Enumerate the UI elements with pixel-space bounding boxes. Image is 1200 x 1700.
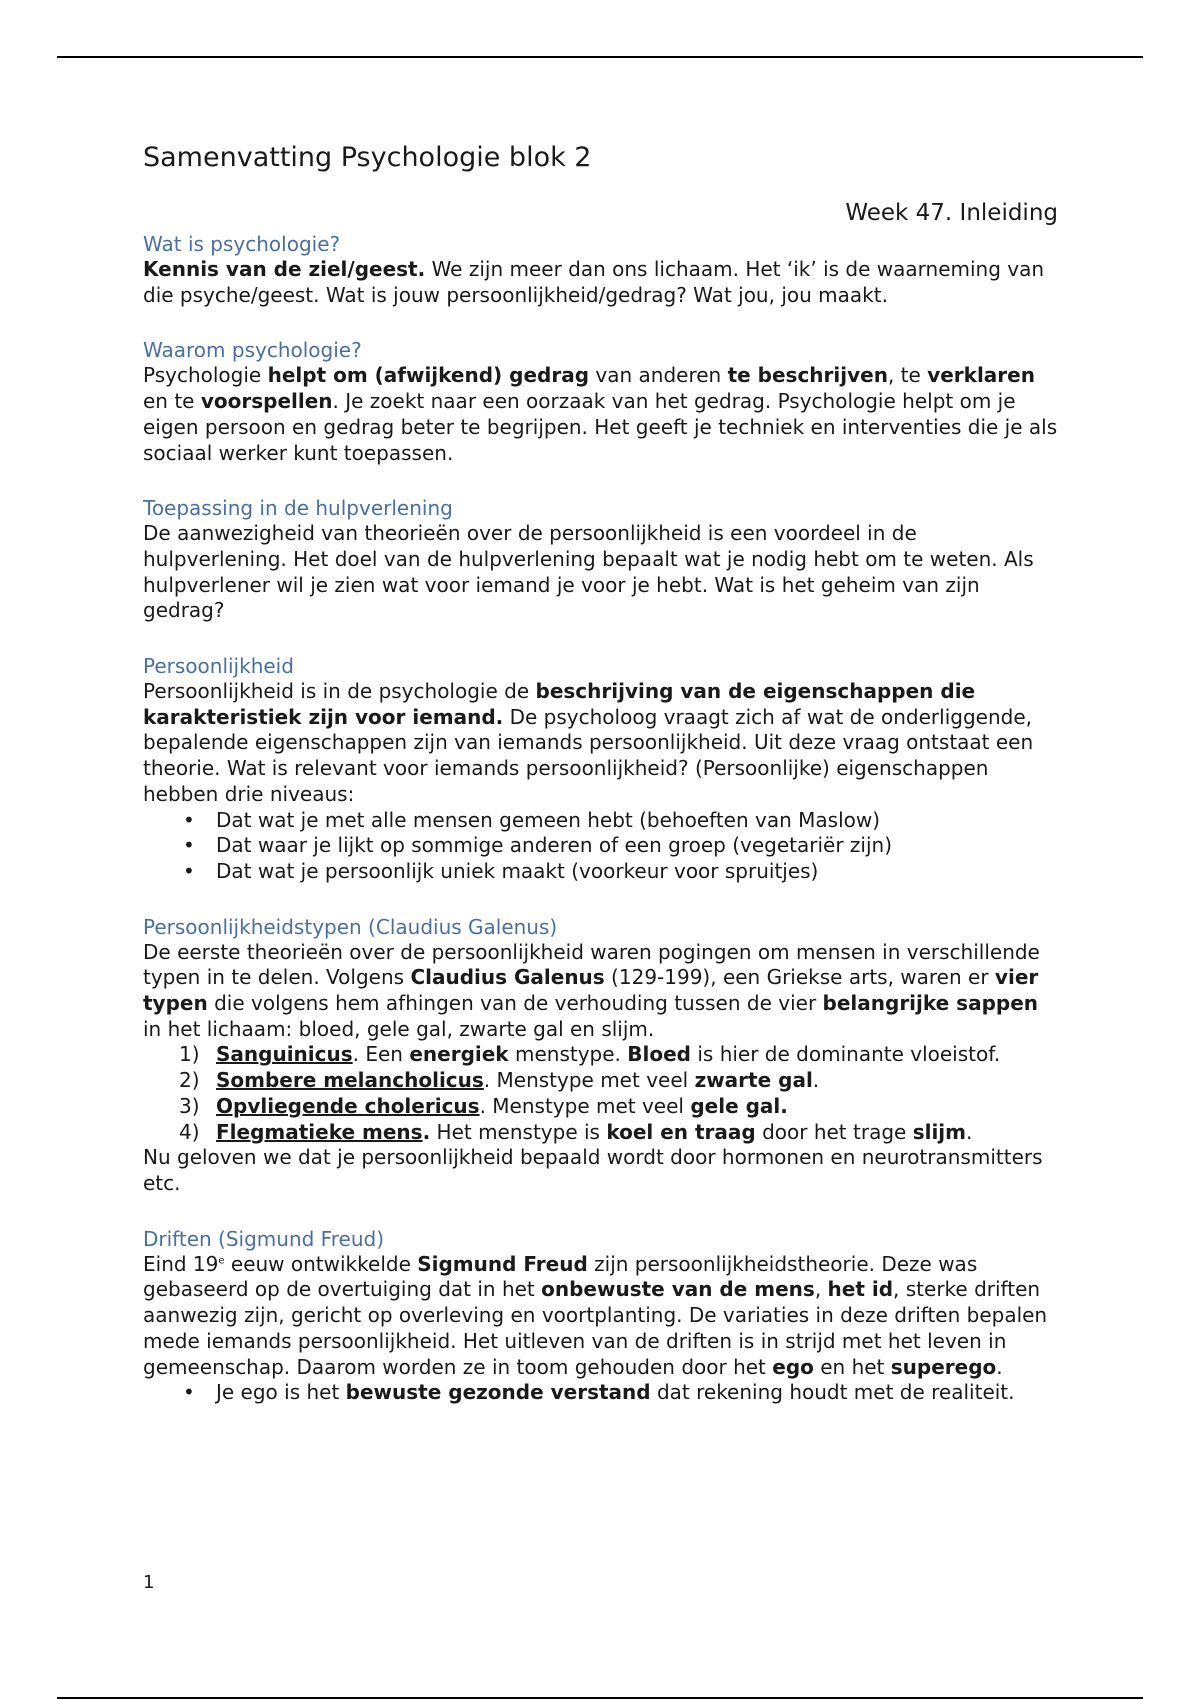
text-run: Het menstype is — [430, 1119, 607, 1144]
text-run: menstype. — [508, 1042, 628, 1067]
bold-term: superego — [890, 1354, 997, 1379]
text-run: en het — [813, 1354, 891, 1379]
list-item-text — [216, 1042, 1000, 1066]
text-run: We zijn meer dan ons lichaam. Het ‘ik’ is de waarneming van die psyche/geest. Wat is jouw persoonlijkheid/gedrag? Wat jou, jou maakt. — [143, 257, 1045, 307]
text-run: . Menstype met veel — [483, 1068, 695, 1093]
bold-term: ego — [772, 1354, 814, 1379]
underlined-term: Flegmatieke mens — [216, 1119, 423, 1144]
bullet-list — [143, 1380, 1058, 1406]
text-run: dat rekening houdt met de realiteit. — [650, 1380, 1015, 1405]
text-run: . Menstype met veel — [479, 1093, 691, 1118]
text-run: , sterke driften aanwezig zijn, gericht op overleving en voortplanting. De variaties in deze driften bepalen mede iemands persoonlijkheid. Het uitleven van de driften is in strijd met het leven in gemeenschap. Daarom worden ze in toom gehouden door het — [143, 1277, 1048, 1379]
bold-term: beschrijving van de eigenschappen die karakteristiek zijn voor iemand. — [143, 679, 976, 729]
list-item — [179, 1042, 1058, 1068]
bold-term: Sigmund Freud — [417, 1251, 588, 1276]
bold-term: zwarte gal — [694, 1068, 813, 1093]
list-number: 2) — [179, 1068, 200, 1093]
section-toepassing-hulpverlening — [143, 496, 1058, 624]
list-number: 3) — [179, 1093, 200, 1118]
section-persoonlijkheidstypen — [143, 915, 1058, 1197]
text-run: . Een — [352, 1042, 410, 1067]
section-heading: Wat is psychologie? — [143, 232, 341, 256]
paragraph — [143, 521, 1058, 624]
bold-term: het id — [827, 1277, 894, 1302]
list-item-text — [216, 1068, 819, 1092]
list-item: • Dat wat je persoonlijk uniek maakt (voorkeur voor spruitjes) — [216, 859, 1058, 885]
underlined-term: Sombere melancholicus — [216, 1068, 484, 1093]
section-heading: Waarom psychologie? — [143, 338, 362, 363]
text-run: . Je zoekt naar een oorzaak van het gedrag. Psychologie helpt om je eigen persoon en gedrag beter te begrijpen. Het geeft je techniek en interventies die je als sociaal werker kunt toepassen. — [143, 389, 1058, 465]
text-run: en te — [143, 389, 201, 414]
list-item-text — [216, 1120, 972, 1144]
text-run: in het lichaam: bloed, gele gal, zwarte gal en slijm. — [143, 1016, 655, 1041]
paragraph — [143, 679, 1058, 808]
underlined-term: Opvliegende cholericus — [216, 1093, 480, 1118]
text-run: door het trage — [755, 1119, 913, 1144]
text-run: . — [966, 1119, 973, 1144]
paragraph — [143, 1252, 1058, 1381]
paragraph — [143, 363, 1058, 466]
underlined-term: Sanguinicus — [216, 1042, 353, 1067]
bold-term: onbewuste van de mens — [541, 1277, 815, 1302]
paragraph — [143, 257, 1058, 308]
text-run: Eind 19 — [143, 1251, 219, 1276]
text-run: van anderen — [589, 363, 728, 388]
section-heading: Driften (Sigmund Freud) — [143, 1226, 384, 1251]
bold-term: gele gal. — [690, 1093, 788, 1118]
text-run: . — [812, 1068, 820, 1093]
bold-term: slijm — [912, 1119, 966, 1144]
document-body — [143, 232, 1058, 1436]
bold-term: Kennis van de ziel/geest. — [143, 257, 426, 281]
section-heading: Persoonlijkheidstypen (Claudius Galenus) — [143, 914, 558, 939]
text-run: , — [814, 1277, 828, 1302]
bold-term: helpt om (afwijkend) gedrag — [267, 363, 590, 388]
footer-rule — [57, 1697, 1143, 1699]
list-item — [179, 1093, 1058, 1120]
list-number: 1) — [179, 1042, 200, 1067]
text-run: . — [996, 1354, 1003, 1379]
bold-term: te beschrijven — [727, 363, 888, 388]
superscript: e — [218, 1255, 225, 1267]
bold-term: belangrijke sappen — [822, 991, 1039, 1016]
text-run: De psycholoog vraagt zich af wat de onderliggende, bepalende eigenschappen zijn van iemands persoonlijkheid. Uit deze vraag ontstaat een theorie. Wat is relevant voor iemands persoonlijkheid? (Persoonlijke) eigenschappen hebben drie niveaus: — [143, 704, 1034, 806]
bold-term: bewuste gezonde verstand — [345, 1380, 651, 1405]
list-item — [179, 1119, 1058, 1146]
list-item — [216, 1380, 1058, 1406]
bold-term: energiek — [409, 1042, 509, 1067]
section-heading: Persoonlijkheid — [143, 654, 294, 679]
list-item-text — [216, 1094, 788, 1118]
text-run: Psychologie — [143, 363, 268, 388]
text-run: , te — [887, 363, 928, 388]
section-driften-freud — [143, 1227, 1058, 1406]
text-run: is hier de dominante vloeistof. — [691, 1042, 1001, 1067]
week-heading: Week 47. Inleiding — [845, 200, 1058, 226]
bold-term: koel en traag — [606, 1119, 756, 1144]
text-run: Persoonlijkheid is in de psychologie de — [143, 679, 536, 704]
bold-term: vier typen — [143, 965, 1039, 1016]
section-heading: Toepassing in de hulpverlening — [143, 496, 453, 521]
list-item — [179, 1068, 1058, 1094]
section-wat-is-psychologie — [143, 232, 1058, 308]
text-run: De aanwezigheid van theorieën over de persoonlijkheid is een voordeel in de hulpverlening. Het doel van de hulpverlening bepaalt wat je nodig hebt om te weten. Als hulpverlener wil je zien wat voor iemand je voor je hebt. Wat is het geheim van zijn gedrag? — [143, 521, 1034, 623]
text-run: eeuw ontwikkelde — [224, 1251, 418, 1276]
paragraph — [143, 940, 1058, 1043]
text-run: (129-199), een Griekse arts, waren er — [604, 965, 995, 990]
section-persoonlijkheid — [143, 654, 1058, 885]
bold-term: Claudius Galenus — [410, 965, 605, 990]
section-waarom-psychologie — [143, 338, 1058, 466]
bullet-list — [143, 808, 1058, 885]
page-number: 1 — [143, 1572, 155, 1593]
bold-term: voorspellen — [200, 389, 333, 414]
text-run: Je ego is het — [216, 1380, 346, 1405]
bold-term: verklaren — [927, 363, 1035, 388]
list-item: • Dat waar je lijkt op sommige anderen of een groep (vegetariër zijn) — [216, 833, 1058, 859]
paragraph — [143, 1145, 1058, 1196]
text-run: Nu geloven we dat je persoonlijkheid bepaald wordt door hormonen en neurotransmitters etc. — [143, 1145, 1043, 1195]
text-run: die volgens hem afhingen van de verhouding tussen de vier — [207, 991, 823, 1016]
text-run: De eerste theorieën over de persoonlijkheid waren pogingen om mensen in verschillende typen in te delen. Volgens — [143, 939, 1040, 990]
text-run: zijn persoonlijkheidstheorie. Deze was gebaseerd op de overtuiging dat in het — [143, 1251, 978, 1302]
list-number: 4) — [179, 1119, 200, 1144]
bold-term: Bloed — [627, 1042, 691, 1067]
document-title: Samenvatting Psychologie blok 2 — [143, 142, 592, 173]
header-rule — [57, 56, 1143, 58]
bold-term: . — [422, 1119, 431, 1144]
numbered-list — [143, 1042, 1058, 1145]
list-item: • Dat wat je met alle mensen gemeen hebt (behoeften van Maslow) — [216, 808, 1058, 834]
